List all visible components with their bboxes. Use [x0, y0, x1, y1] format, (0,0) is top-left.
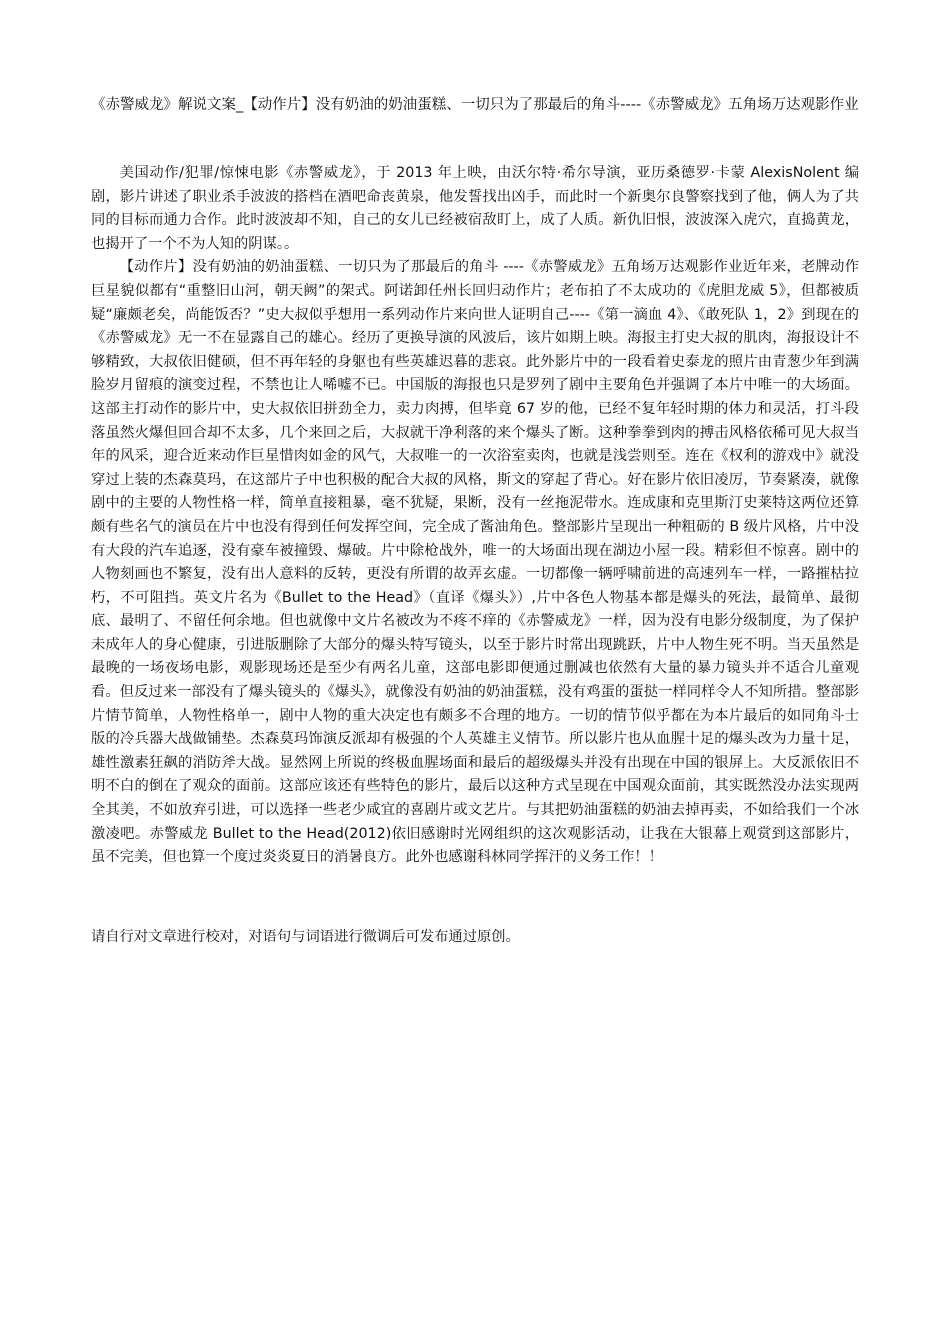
footer-note: 请自行对文章进行校对，对语句与词语进行微调后可发布通过原创。	[91, 928, 520, 945]
paragraph-review: 【动作片】没有奶油的奶油蛋糕、一切只为了那最后的角斗 ----《赤警威龙》五角场万达观影作业近年来，老牌动作巨星貌似都有“重整旧山河，朝天阙”的架式。阿诺卸任州长回归动作片；老布拍了不太成功的《虎胆龙威 5》，但都被质疑“廉颇老矣，尚能饭否？”史大叔似乎想用一系列动作片来向世人证明自己----《第一滴血 4》、《敢死队 1，2》到现在的《赤警威龙》无一不在显露自己的雄心。经历了更换导演的风波后，该片如期上映。海报主打史大叔的肌肉，海报设计不够精致，大叔依旧健硕，但不再年轻的身躯也有些英雄迟暮的悲哀。此外影片中的一段看着史泰龙的照片由青葱少年到满脸岁月留痕的演变过程，不禁也让人唏嘘不已。中国版的海报也只是罗列了剧中主要角色并强调了本片中唯一的大场面。这部主打动作的影片中，史大叔依旧拼劲全力，卖力肉搏，但毕竟 67 岁的他，已经不复年轻时期的体力和灵活，打斗段落虽然火爆但回合却不太多，几个来回之后，大叔就干净利落的来个爆头了断。这种拳拳到肉的搏击风格依稀可见大叔当年的风采，迎合近来动作巨星惜肉如金的风气，大叔唯一的一次浴室卖肉，也就是浅尝则至。连在《权利的游戏中》就没穿过上装的杰森莫玛，在这部片子中也积极的配合大叔的风格，斯文的穿起了背心。好在影片依旧凌厉，节奏紧凑，就像剧中的主要的人物性格一样，简单直接粗暴，毫不犹疑，果断，没有一丝拖泥带水。连成康和克里斯汀史莱特这两位还算颇有些名气的演员在片中也没有得到任何发挥空间，完全成了酱油角色。整部影片呈现出一种粗砺的 B 级片风格，片中没有大段的汽车追逐，没有豪车被撞毁、爆破。片中除枪战外，唯一的大场面出现在湖边小屋一段。精彩但不惊喜。剧中的人物刻画也不繁复，没有出人意料的反转，更没有所谓的故弄玄虚。一切都像一辆呼啸前进的高速列车一样，一路摧枯拉朽，不可阻挡。英文片名为《Bullet to the Head》（直译《爆头》）,片中各色人物基本都是爆头的死法，最简单、最彻底、最明了、不留任何余地。但也就像中文片名被改为不疼不痒的《赤警威龙》一样，因为没有电影分级制度，为了保护未成年人的身心健康，引进版删除了大部分的爆头特写镜头，以至于影片时常出现跳跃，片中人物生死不明。当天虽然是最晚的一场夜场电影，观影现场还是至少有两名儿童，这部电影即便通过删减也依然有大量的暴力镜头并不适合儿童观看。但反过来一部没有了爆头镜头的《爆头》，就像没有奶油的奶油蛋糕，没有鸡蛋的蛋挞一样同样令人不知所措。整部影片情节简单，人物性格单一，剧中人物的重大决定也有颇多不合理的地方。一切的情节似乎都在为本片最后的如同角斗士版的冷兵器大战做铺垫。杰森莫玛饰演反派却有极强的个人英雄主义情节。所以影片也从血腥十足的爆头改为力量十足，雄性激素狂飙的消防斧大战。显然网上所说的终极血腥场面和最后的超级爆头并没有出现在中国的银屏上。大反派依旧不明不白的倒在了观众的面前。这部应该还有些特色的影片，最后以这种方式呈现在中国观众面前，其实既然没办法实现两全其美，不如放弃引进，可以选择一些老少咸宜的喜剧片或文艺片。与其把奶油蛋糕的奶油去掉再卖，不如给我们一个冰激凌吧。赤警威龙 Bullet to the Head(2012)依旧感谢时光网组织的这次观影活动，让我在大银幕上观赏到这部影片，虽不完美，但也算一个度过炎炎夏日的消暑良方。此外也感谢科林同学挥汗的义务工作！！	[91, 259, 859, 866]
document-body	[91, 162, 859, 870]
document-title: 《赤警威龙》解说文案_【动作片】没有奶油的奶油蛋糕、一切只为了那最后的角斗----《赤警威龙》五角场万达观影作业	[91, 97, 859, 113]
paragraph-intro: 美国动作/犯罪/惊悚电影《赤警威龙》，于 2013 年上映，由沃尔特·希尔导演，亚历桑德罗·卡蒙 AlexisNolent 编剧，影片讲述了职业杀手波波的搭档在酒吧命丧黄泉，他发誓找出凶手，而此时一个新奥尔良警察找到了他，俩人为了共同的目标而通力合作。此时波波却不知，自己的女儿已经被宿敌盯上，成了人质。新仇旧恨，波波深入虎穴，直捣黄龙，也揭开了一个不为人知的阴谋。。	[91, 165, 859, 252]
document-page	[91, 94, 859, 948]
